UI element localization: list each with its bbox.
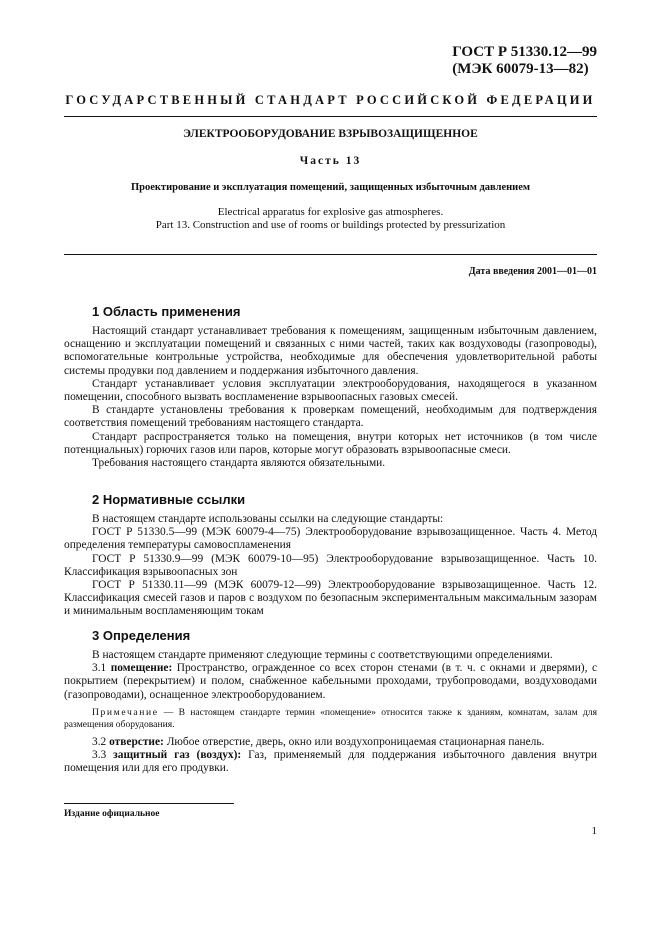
doc-number: ГОСТ Р 51330.12—99 [452,44,597,60]
note [64,707,597,731]
english-title-line-1: Electrical apparatus for explosive gas atmospheres. [217,206,444,218]
document-subtitle: Проектирование и эксплуатация помещений, защищенных избыточным давлением [130,182,531,193]
state-standard-banner: ГОСУДАРСТВЕННЫЙ СТАНДАРТ РОССИЙСКОЙ ФЕДЕРАЦИИ [65,93,596,107]
section-heading: 2 Нормативные ссылки [92,492,246,507]
definition-term: защитный газ (воздух): [113,749,242,762]
paragraph: Требования настоящего стандарта являются обязательными. [92,457,386,470]
paragraph: В настоящем стандарте применяют следующие термины с соответствующими определениями. [92,649,553,661]
note-text: — В настоящем стандарте термин «помещение» относится также к зданиям, комнатам, залам для размещения оборудования. [64,706,597,730]
section-heading: 1 Область применения [92,304,241,319]
definition-term: помещение: [110,662,173,675]
reference-item: ГОСТ Р 51330.11—99 (МЭК 60079-12—99) Электрооборудование взрывозащищенное. Часть 12. Классификация смесей газов и паров с воздухом по безопасным экспериментальным максимальным зазорам и минимальным воспламеняющим токам [64,579,597,618]
section-scope [64,304,597,470]
definition-number: 3.1 [92,662,111,675]
definition-text: Пространство, огражденное со всех сторон стенами (в т. ч. с окнами и дверями), с покрытием (перекрытием) и полом, снабженное кабельными проходами, трубопроводами, воздуховодами (газопроводами), оснащенное электрооборудованием. [64,662,597,701]
definition-number: 3.3 [92,749,114,762]
english-title-line-2: Part 13. Construction and use of rooms or buildings protected by pressurization [155,219,506,231]
paragraph: В стандарте установлены требования к проверкам помещений, необходимым для подтверждения соответствия помещений требованиям настоящего стандарта. [64,404,597,430]
header-rule [64,116,597,117]
definition-3-3 [64,749,597,775]
introduction-date: Дата введения 2001—01—01 [468,266,597,277]
document-title: ЭЛЕКТРООБОРУДОВАНИЕ ВЗРЫВОЗАЩИЩЕННОЕ [183,128,478,140]
footer-rule [64,803,234,804]
paragraph: Стандарт устанавливает условия эксплуатации электрооборудования, находящегося в указанном помещении, способного вызвать воспламенение взрывоопасных газовых смесей. [64,377,597,404]
doc-iec-number: (МЭК 60079-13—82) [452,61,589,77]
definition-term: отверстие: [109,735,164,748]
definition-3-1 [64,662,597,702]
page-number: 1 [591,825,597,837]
definition-3-2 [64,736,597,749]
section-normative-references [64,492,597,619]
paragraph: Стандарт распространяется только на помещения, внутри которых нет источников (в том числе потенциальных) горючих газов или паров, которые могут образовать взрывоопасные смеси. [64,430,597,456]
section-definitions [64,628,597,775]
paragraph: Настоящий стандарт устанавливает требования к помещениям, защищенным избыточным давлением, оснащению и эксплуатации помещений и связанных с ними частей, таких как воздуховоды (газопроводы), вспомогательные контрольные устройства, необходимые для обеспечения удовлетворительной работы системы продувки под давлением и поддержания избыточного давления. [64,325,597,377]
paragraph: В настоящем стандарте использованы ссылки на следующие стандарты: [92,513,444,525]
definition-text: Газ, применяемый для поддержания избыточного давления внутри помещения или для его продувки. [64,749,597,775]
reference-item: ГОСТ Р 51330.5—99 (МЭК 60079-4—75) Электрооборудование взрывозащищенное. Часть 4. Метод определения температуры самовоспламенения [64,526,597,552]
section-heading: 3 Определения [92,628,191,643]
note-label: Примечание [92,706,159,718]
definition-text: Любое отверстие, дверь, окно или воздухопроницаемая стационарная панель. [163,735,545,748]
official-edition-label: Издание официальное [64,809,160,819]
title-rule [64,254,597,255]
document-identifier [452,44,597,78]
definition-number: 3.2 [92,735,110,748]
document-part: Часть 13 [299,155,362,167]
reference-item: ГОСТ Р 51330.9—99 (МЭК 60079-10—95) Электрооборудование взрывозащищенное. Часть 10. Классификация взрывоопасных зон [64,552,597,578]
